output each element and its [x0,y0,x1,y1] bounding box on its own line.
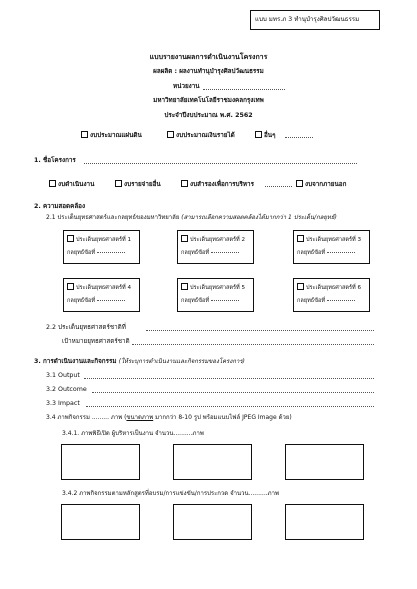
project-type-label: งบสำรองเพื่อการบริหาร [190,181,254,188]
strategy-label: ประเด็นยุทธศาสตร์ที่ 3 [297,235,361,244]
checkbox[interactable] [67,235,74,242]
strategy-box-3[interactable] [293,230,370,264]
strategy-sub-field[interactable] [327,300,355,301]
project-type-4[interactable] [296,180,346,189]
strategy-box-1[interactable] [63,230,140,264]
item-3-2: 3.2 Outcome [46,386,87,393]
strategy-box-4[interactable] [63,278,140,312]
strategy-sub: กลยุทธ์ข้อที่ [67,297,125,305]
budget-type-label: อื่นๆ [264,132,276,139]
project-type-2[interactable] [115,180,161,189]
photo-slot-opening-1[interactable] [61,444,140,480]
item-3-1: 3.1 Output [46,372,80,379]
section3-note: (ให้ระบุการดำเนินงานและกิจกรรมของโครงการ) [118,358,245,365]
national-goal-field[interactable] [132,344,374,345]
project-type-label: งบรายจ่ายอื่น [124,181,161,188]
photo-slot-opening-3[interactable] [285,444,364,480]
item-3-4: 3.4 ภาพกิจกรรม ......... ภาพ (ขนาดภาพ มากกว่า 8-10 รูป พร้อมแนบไฟล์ JPEG Image ด้วย) [46,414,292,421]
strategy-sub-field[interactable] [211,300,239,301]
strategy-label: ประเด็นยุทธศาสตร์ที่ 1 [67,235,131,244]
output-field[interactable] [84,378,374,379]
national-strategy-field[interactable] [146,330,374,331]
strategy-sub-field[interactable] [97,252,125,253]
form-code: แบบ มทร.ภ 3 ทำนุบำรุงศิลปวัฒนธรรม [255,16,360,23]
project-type-label: งบจากภายนอก [305,181,347,188]
impact-field[interactable] [86,406,374,407]
item-3-3: 3.3 Impact [46,400,80,407]
checkbox[interactable] [297,235,304,242]
item-2-1-note: (สามารถเลือกความสอดคล้องได้มากกว่า 1 ประเด็น/กลยุทธ์) [181,214,337,221]
project-type-label: งบดำเนินงาน [58,181,95,188]
budget-other-field[interactable] [285,137,313,138]
strategy-sub-field[interactable] [327,252,355,253]
checkbox[interactable] [181,235,188,242]
checkbox[interactable] [67,283,74,290]
strategy-sub: กลยุทธ์ข้อที่ [297,297,355,305]
reserve-budget-field[interactable] [265,186,292,187]
item-2-1 [46,214,337,222]
section2-label: 2. ความสอดคล้อง [34,203,86,210]
item-2-1-label: 2.1 ประเด็นยุทธศาสตร์และกลยุทธ์ของมหาวิทยาลัย [46,214,180,221]
photo-slot-activity-1[interactable] [61,504,140,540]
strategy-sub: กลยุทธ์ข้อที่ [67,249,125,257]
checkbox[interactable] [167,131,174,138]
strategy-label: ประเด็นยุทธศาสตร์ที่ 5 [181,283,245,292]
checkbox[interactable] [115,180,122,187]
unit-label: หน่วยงาน [173,83,200,90]
checkbox[interactable] [49,180,56,187]
strategy-sub-field[interactable] [211,252,239,253]
section3-label [34,358,245,366]
project-name-field[interactable] [84,163,357,164]
project-type-1[interactable] [49,180,94,189]
photo-slot-activity-2[interactable] [173,504,252,540]
photo-slot-activity-3[interactable] [285,504,364,540]
budget-type-1[interactable] [81,131,142,140]
item-2-2b: เป้าหมายยุทธศาสตร์ชาติ [62,338,130,345]
project-type-3[interactable] [181,180,254,189]
strategy-box-5[interactable] [177,278,254,312]
output-line: ผลผลิต : ผลงานทำนุบำรุงศิลปวัฒนธรรม [153,68,264,75]
budget-type-label: งบประมาณแผ่นดิน [90,132,142,139]
page-title: แบบรายงานผลการดำเนินงานโครงการ [149,53,268,61]
strategy-box-6[interactable] [293,278,370,312]
checkbox[interactable] [181,180,188,187]
item-2-2: 2.2 ประเด็นยุทธศาสตร์ชาติที่ [46,324,126,331]
university-name: มหาวิทยาลัยเทคโนโลยีราชมงคลกรุงเทพ [153,97,264,104]
budget-type-label: งบประมาณเงินรายได้ [176,132,235,139]
unit-field[interactable] [203,89,285,90]
checkbox[interactable] [297,283,304,290]
strategy-box-2[interactable] [177,230,254,264]
strategy-label: ประเด็นยุทธศาสตร์ที่ 6 [297,283,361,292]
checkbox[interactable] [296,180,303,187]
strategy-sub: กลยุทธ์ข้อที่ [297,249,355,257]
strategy-sub: กลยุทธ์ข้อที่ [181,249,239,257]
strategy-label: ประเด็นยุทธศาสตร์ที่ 2 [181,235,245,244]
checkbox[interactable] [181,283,188,290]
item-3-4-2: 3.4.2 ภาพกิจกรรมตามหลักสูตรที่อบรม/การแข่งขัน/การประกวด จำนวน..........ภาพ [62,490,279,497]
budget-type-3[interactable] [255,131,275,140]
fiscal-year: ประจำปีงบประมาณ พ.ศ. 2562 [164,112,253,119]
strategy-label: ประเด็นยุทธศาสตร์ที่ 4 [67,283,131,292]
section3-title: 3. การดำเนินงานและกิจกรรม [34,358,117,365]
strategy-sub: กลยุทธ์ข้อที่ [181,297,239,305]
strategy-sub-field[interactable] [97,300,125,301]
budget-type-2[interactable] [167,131,235,140]
checkbox[interactable] [81,131,88,138]
section1-label: 1. ชื่อโครงการ [34,157,76,164]
outcome-field[interactable] [92,392,374,393]
photo-slot-opening-2[interactable] [173,444,252,480]
item-3-4-1: 3.4.1. ภาพพิธีเปิด ผู้บริหารเป็นงาน จำนวน..........ภาพ [62,430,204,437]
checkbox[interactable] [255,131,262,138]
